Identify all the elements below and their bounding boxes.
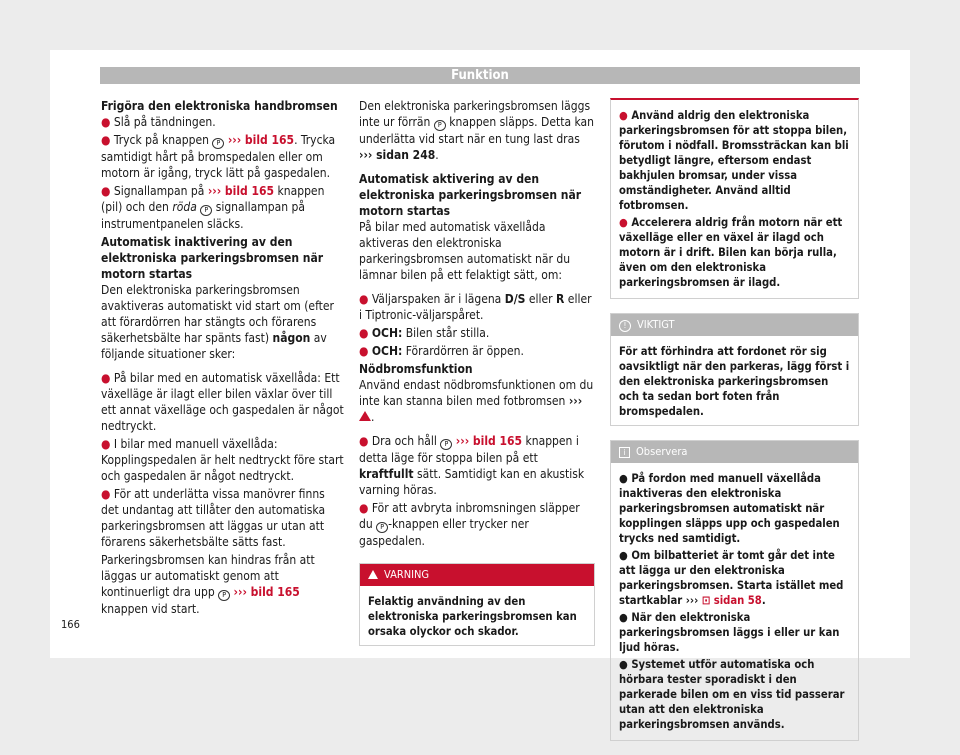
figure-link[interactable]: ››› bild 165 — [455, 434, 523, 448]
list-item: ● När den elektroniska parkeringsbromsen läggs i eller ur kan ljud höras. — [619, 611, 840, 654]
heading-auto-deactivation: Automatisk inaktivering av den elektroniska parkeringsbromsen när motorn startas — [101, 235, 324, 281]
list-item: ● OCH: Bilen står stilla. — [359, 326, 490, 340]
paragraph: Den elektroniska parkeringsbromsen avaktiveras automatiskt vid start om (efter att förardörren har stängts och förarens säkerhetsbälte har spänts fast) någon av följande situationer sker: — [101, 283, 334, 361]
info-icon: i — [619, 447, 630, 458]
list-item: ● På fordon med manuell växellåda inaktiveras den elektroniska parkeringsbromsen automatiskt när kopplingen släpps upp och gaspedalen trycks ned samtidigt. — [619, 472, 840, 545]
warning-icon — [368, 570, 378, 579]
page-link[interactable]: ››› sidan 248 — [359, 148, 436, 162]
list-item: ● För att underlätta vissa manövrer finns det undantag att tillåter den automatiska parkeringsbromsen att läggas ur utan att förarens säkerhetsbälte sätts fast. — [101, 487, 326, 549]
heading-release: Frigöra den elektroniska handbromsen — [101, 99, 338, 113]
list-item: ● Accelerera aldrig från motorn när ett växelläge eller en växel är ilagd och motorn är i drift. Bilen kan börja rulla, även om den elektroniska parkeringsbromsen är ilagd. — [619, 216, 843, 289]
parking-brake-icon: P — [212, 138, 224, 149]
list-item: ● Systemet utför automatiska och hörbara tester sporadiskt i den parkerade bilen om en viss tid passerar utan att den elektroniska parkeringsbromsen används. — [619, 658, 845, 731]
warning-icon — [359, 411, 371, 421]
paragraph: Parkeringsbromsen kan hindras från att läggas ur automatiskt genom att kontinuerligt dra upp P ››› bild 165 knappen vid start. — [101, 553, 315, 616]
figure-link[interactable]: ››› bild 165 — [233, 585, 300, 599]
heading-auto-activation: Automatisk aktivering av den elektroniska parkeringsbromsen när motorn startas — [359, 172, 582, 218]
column-3 — [610, 98, 859, 755]
list-item: ● Dra och håll P ››› bild 165 knappen i detta läge för stoppa bilen på ett kraftfullt sätt. Samtidigt kan en akustisk varning höras. — [359, 434, 585, 497]
list-item: ● Slå på tändningen. — [101, 115, 216, 129]
paragraph: Den elektroniska parkeringsbromsen läggs inte ur förrän P knappen släpps. Detta kan underlätta vid start när en tung last dras ››› sidan 248. — [359, 99, 594, 162]
list-item: ● Väljarspaken är i lägena D/S eller R eller i Tiptronic-väljarspåret. — [359, 292, 592, 322]
figure-link[interactable]: ››› bild 165 — [207, 184, 275, 198]
heading-emergency-brake: Nödbromsfunktion — [359, 362, 473, 376]
list-item: ● Signallampan på ››› bild 165 knappen (pil) och den röda P signallampan på instrumentpanelen släcks. — [101, 184, 325, 231]
viktigt-box — [610, 313, 859, 426]
list-item: ● Tryck på knappen P ››› bild 165. Trycka samtidigt hårt på bromspedalen eller om motorn är igång, tryck lätt på gaspedalen. — [101, 133, 336, 180]
warning-box — [359, 563, 595, 646]
parking-brake-icon: P — [440, 439, 452, 450]
column-2 — [359, 98, 595, 660]
page-link[interactable]: sidan 58 — [713, 594, 762, 607]
parking-brake-icon: P — [434, 120, 446, 131]
observera-box — [610, 440, 859, 741]
parking-brake-icon: P — [218, 590, 230, 601]
list-item: ● I bilar med manuell växellåda: Kopplingspedalen är helt nedtryckt före start och gaspedalen är något nedtryckt. — [101, 437, 344, 483]
parking-brake-icon: P — [200, 205, 212, 216]
warning-continued-box — [610, 98, 859, 299]
observera-box-header: i Observera — [611, 441, 858, 463]
list-item: ● Använd aldrig den elektroniska parkeringsbromsen för att stoppa bilen, förutom i nödfall. Bromssträckan kan bli betydligt längre, eftersom endast bakhjulen bromsar, under vissa omständigheter. Använd alltid fotbromsen. — [619, 109, 849, 212]
warning-link[interactable]: ››› — [568, 394, 583, 408]
parking-brake-icon: P — [376, 522, 388, 533]
paragraph: Använd endast nödbromsfunktionen om du inte kan stanna bilen med fotbromsen ››› . — [359, 378, 594, 424]
list-item: ● Om bilbatteriet är tomt går det inte att lägga ur den elektroniska parkeringsbromsen. Starta istället med startkablar ››› ⊡ sidan 58. — [619, 549, 844, 607]
list-item: ● För att avbryta inbromsningen släpper du P -knappen eller trycker ner gaspedalen. — [359, 501, 580, 548]
warning-box-header: VARNING — [360, 564, 594, 586]
section-header: Funktion — [100, 67, 860, 84]
paragraph: På bilar med automatisk växellåda aktiveras den elektroniska parkeringsbromsen automatiskt när du lämnar bilen på ett felaktigt sätt, om: — [359, 220, 571, 282]
figure-link[interactable]: ››› bild 165 — [227, 133, 295, 147]
caution-icon: ! — [619, 320, 631, 332]
page-number: 166 — [61, 618, 80, 631]
car-icon: ⊡ — [701, 594, 711, 607]
list-item: ● OCH: Förardörren är öppen. — [359, 344, 524, 358]
list-item: ● På bilar med en automatisk växellåda: Ett växelläge är ilagt eller bilen växlar över till ett annat växelläge och gaspedalen är något nedtryckt. — [101, 371, 344, 433]
page-link[interactable]: ››› — [685, 594, 699, 607]
viktigt-box-header: ! VIKTIGT — [611, 314, 858, 336]
warning-box-text: Felaktig användning av den elektroniska parkeringsbromsen kan orsaka olyckor och skador. — [368, 595, 577, 638]
viktigt-box-text: För att förhindra att fordonet rör sig oavsiktligt när den parkeras, lägg först i den elektroniska parkeringsbromsen och ta sedan bort foten från bromspedalen. — [619, 345, 850, 418]
column-1 — [101, 98, 344, 625]
